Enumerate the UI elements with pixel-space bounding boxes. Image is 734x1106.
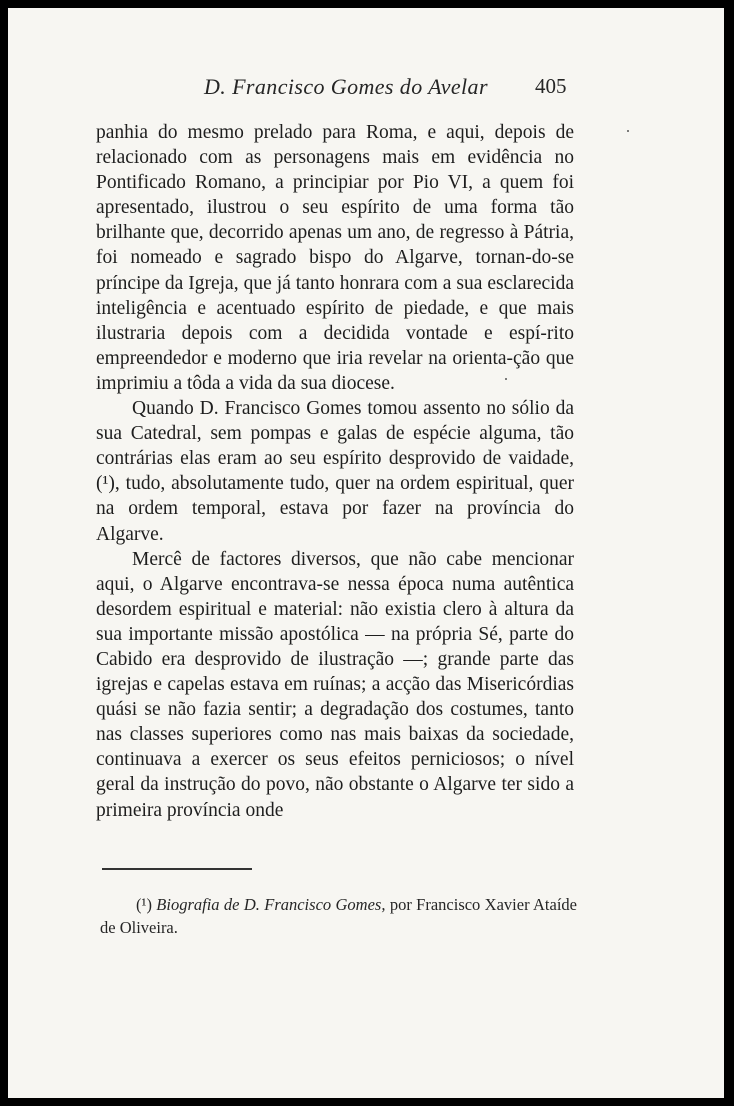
paragraph-3: Mercê de factores diversos, que não cabe mencionar aqui, o Algarve encontrava-se nessa época numa autêntica desordem espiritual e material: não existia clero à altura da sua importante missão apostólica — na própria Sé, parte do Cabido era desprovido de ilustração —; grande parte das igrejas e capelas estava em ruínas; a acção das Misericórdias quási se não fazia sentir; a degradação dos costumes, tanto nas classes superiores como nas mais baixas da sociedade, continuava a exercer os seus efeitos perniciosos; o nível geral da instrução do povo, não obstante o Algarve ter sido a primeira província onde (96, 548, 574, 821)
paper-speck (505, 378, 507, 380)
footnote (100, 893, 577, 939)
running-title: D. Francisco Gomes do Avelar (204, 74, 488, 99)
footnote-marker: (¹) (136, 895, 152, 914)
paragraph-2: Quando D. Francisco Gomes tomou assento no sólio da sua Catedral, sem pompas e galas de espécie alguma, tão contrárias elas eram ao seu espírito desprovido de vaidade, (¹), tudo, absolutamente tudo, quer na ordem espiritual, quer na ordem temporal, estava por fazer na província do Algarve. (96, 398, 574, 545)
running-head (8, 74, 724, 114)
footnote-rule (102, 868, 252, 870)
book-page (8, 8, 724, 1098)
paragraph-1: panhia do mesmo prelado para Roma, e aqui, depois de relacionado com as personagens mais em evidência no Pontificado Romano, a principiar por Pio VI, a quem foi apresentado, ilustrou o seu espírito de uma forma tão brilhante que, decorrido apenas um ano, de regresso à Pátria, foi nomeado e sagrado bispo do Algarve, tornan-do-se príncipe da Igreja, que já tanto honrara com a sua esclarecida inteligência e acentuado espírito de piedade, e que mais ilustraria depois com a decidida vontade e espí-rito empreendedor e moderno que iria revelar na orienta-ção que imprimiu a tôda a vida da sua diocese. (96, 122, 574, 394)
paper-speck (627, 130, 629, 132)
body-text (96, 120, 574, 823)
page-number: 405 (535, 74, 567, 98)
footnote-title: Biografia de D. Francisco Gomes, (156, 895, 386, 914)
footnote-author: por Francisco Xavier Ataíde de Oliveira. (100, 895, 577, 937)
